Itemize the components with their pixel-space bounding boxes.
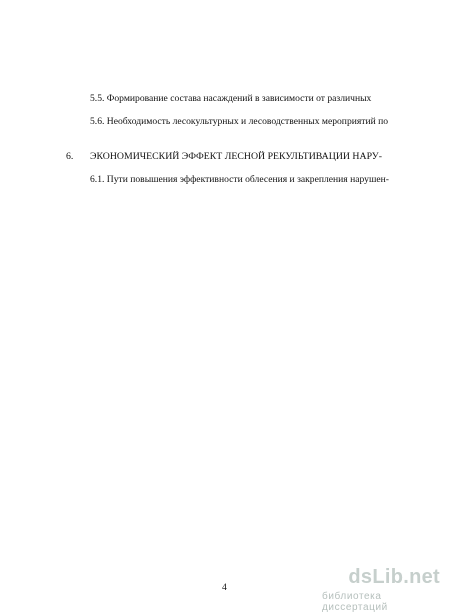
- watermark-subtitle: библиотека диссертаций: [322, 591, 388, 613]
- toc-entry-5-6-line1: 5.6. Необходимость лесокультурных и лесоводственных мероприятий по: [90, 116, 389, 127]
- chapter-number: 6.: [66, 151, 74, 162]
- toc-entry-6-1-line1: 6.1. Пути повышения эффективности облесения и закрепления нарушен-: [90, 174, 389, 185]
- toc-entry-5-5-line1: 5.5. Формирование состава насаждений в зависимости от различных: [90, 93, 372, 104]
- watermark-logo: dsLib.net: [348, 566, 440, 588]
- page-number: 4: [222, 582, 227, 593]
- toc-entry-6-line1: ЭКОНОМИЧЕСКИЙ ЭФФЕКТ ЛЕСНОЙ РЕКУЛЬТИВАЦИИ НАРУ-: [90, 151, 382, 162]
- watermark: [322, 566, 446, 613]
